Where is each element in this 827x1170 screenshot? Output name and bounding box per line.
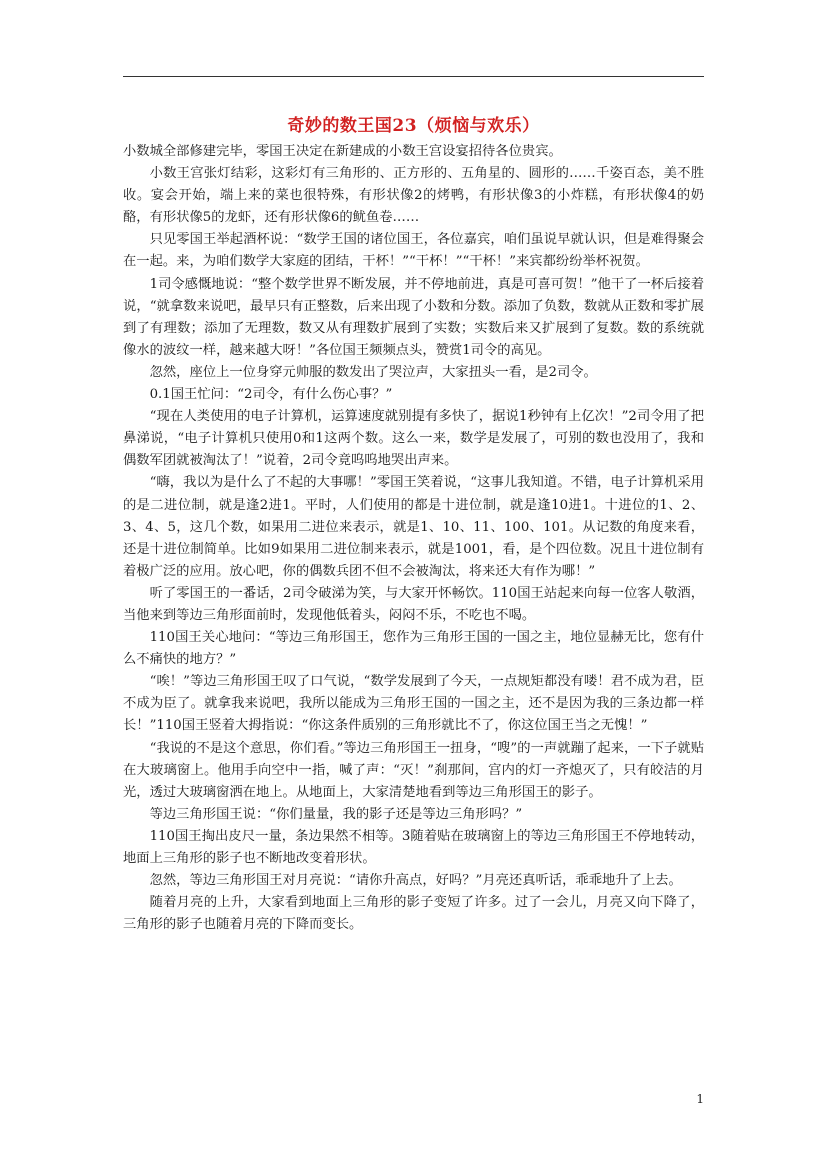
paragraph: 0.1国王忙问：“2司令，有什么伤心事？” bbox=[149, 387, 393, 403]
paragraph: “现在人类使用的电子计算机，运算速度就别提有多快了，据说1秒钟有上亿次！”2司令用了把鼻涕说，“电子计算机只使用0和1这两个数。这么一来，数学是发展了，可别的数也没用了，我和偶数军团就被淘汰了！”说着，2司令竟呜呜地哭出声来。 bbox=[123, 409, 704, 469]
paragraph: 110国王关心地问：“等边三角形国王，您作为三角形王国的一国之主，地位显赫无比，您有什么不痛快的地方？” bbox=[123, 630, 704, 668]
header-rule bbox=[123, 76, 704, 77]
paragraph: 1司令感慨地说：“整个数学世界不断发展，并不停地前进，真是可喜可贺！”他干了一杯后接着说，“就拿数来说吧，最早只有正整数，后来出现了小数和分数。添加了负数，数就从正数和零扩展到了有理数；添加了无理数，数又从有理数扩展到了实数；实数后来又扩展到了复数。数的系统就像水的波纹一样，越来越大呀！”各位国王频频点头，赞赏1司令的高见。 bbox=[123, 276, 704, 358]
paragraph: 等边三角形国王说：“你们量量，我的影子还是等边三角形吗？” bbox=[149, 806, 523, 822]
paragraph: 小数王宫张灯结彩，这彩灯有三角形的、正方形的、五角星的、圆形的……千姿百态，美不胜收。宴会开始，端上来的菜也很特殊，有形状像2的烤鸭，有形状像3的小炸糕，有形状像4的奶酪，有形状像5的龙虾，还有形状像6的鱿鱼卷…… bbox=[123, 166, 704, 226]
paragraph: 忽然，等边三角形国王对月亮说：“请你升高点，好吗？”月亮还真听话，乖乖地升了上去。 bbox=[149, 873, 682, 889]
paragraph: “嗨，我以为是什么了不起的大事哪！”零国王笑着说，“这事儿我知道。不错，电子计算机采用的是二进位制，就是逢2进1。平时，人们使用的都是十进位制，就是逢10进1。十进位的1、2、3、4、5，这几个数，如果用二进位来表示，就是1、10、11、100、101。从记数的角度来看，还是十进位制简单。比如9如果用二进位制来表示，就是1001，看，是个四位数。况且十进位制有着极广泛的应用。放心吧，你的偶数兵团不但不会被淘汰，将来还大有作为哪！” bbox=[123, 475, 704, 579]
paragraph: “我说的不是这个意思，你们看。”等边三角形国王一扭身，“嗖”的一声就蹦了起来，一下子就贴在大玻璃窗上。他用手向空中一指，喊了声：“灭！”刹那间，宫内的灯一齐熄灭了，只有皎洁的月光，透过大玻璃窗洒在地上。从地面上，大家清楚地看到等边三角形国王的影子。 bbox=[123, 740, 704, 800]
page-title: 奇妙的数王国23（烦恼与欢乐） bbox=[287, 116, 540, 136]
paragraph: 小数城全部修建完毕，零国王决定在新建成的小数王宫设宴招待各位贵宾。 bbox=[123, 144, 562, 159]
paragraph: 忽然，座位上一位身穿元帅服的数发出了哭泣声，大家扭头一看，是2司令。 bbox=[149, 364, 597, 380]
paragraph: 随着月亮的上升，大家看到地面上三角形的影子变短了许多。过了一会儿，月亮又向下降了，三角形的影子也随着月亮的下降而变长。 bbox=[123, 895, 704, 933]
paragraph: “唉！”等边三角形国王叹了口气说，“数学发展到了今天，一点规矩都没有喽！君不成为君，臣不成为臣了。就拿我来说吧，我所以能成为三角形王国的一国之主，还不是因为我的三条边都一样长！”110国王竖着大拇指说：“你这条件质别的三角形就比不了，你这位国王当之无愧！” bbox=[123, 674, 704, 734]
paragraph: 听了零国王的一番话，2司令破涕为笑，与大家开怀畅饮。110国王站起来向每一位客人敬酒，当他来到等边三角形面前时，发现他低着头，闷闷不乐，不吃也不喝。 bbox=[123, 585, 704, 623]
paragraph: 110国王掏出皮尺一量，条边果然不相等。3随着贴在玻璃窗上的等边三角形国王不停地转动，地面上三角形的影子也不断地改变着形状。 bbox=[123, 828, 704, 866]
article-body bbox=[123, 141, 704, 936]
page-number: 1 bbox=[696, 1092, 704, 1106]
paragraph: 只见零国王举起酒杯说：“数学王国的诸位国王，各位嘉宾，咱们虽说早就认识，但是难得聚会在一起。来，为咱们数学大家庭的团结，干杯！”“干杯！”“干杯！”来宾都纷纷举杯祝贺。 bbox=[123, 232, 704, 270]
